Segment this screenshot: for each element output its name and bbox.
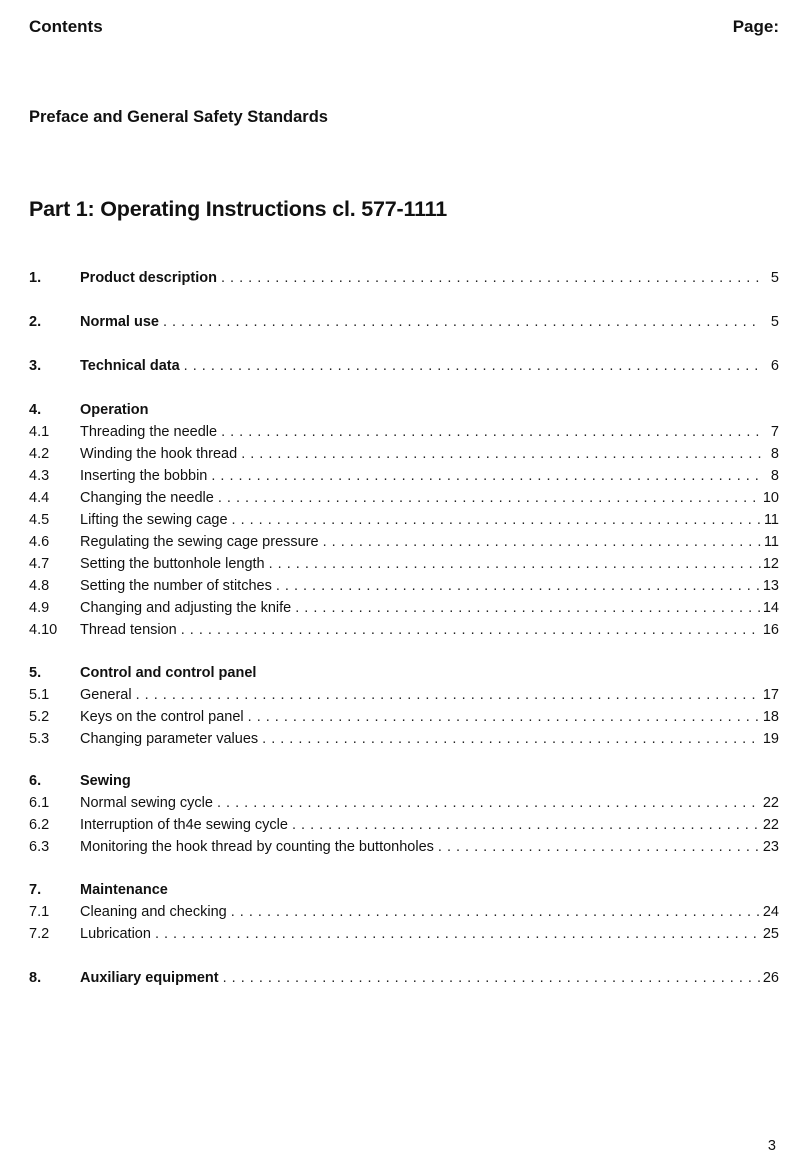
toc-label: Changing and adjusting the knife (80, 600, 292, 616)
toc-page: 12 (762, 556, 779, 572)
toc-entry-1[interactable] (29, 268, 779, 288)
toc-number: 6.2 (29, 817, 50, 833)
toc-entry-7-1[interactable] (29, 902, 779, 922)
contents-header (29, 17, 779, 39)
toc-leader (295, 598, 761, 618)
toc-label: Setting the buttonhole length (80, 556, 265, 572)
toc-label: General (80, 687, 132, 703)
toc-page: 26 (762, 970, 779, 986)
toc-label: Inserting the bobbin (80, 468, 208, 484)
toc-leader (262, 729, 761, 749)
toc-entry-6-2[interactable] (29, 815, 779, 835)
toc-label: Changing parameter values (80, 731, 259, 747)
toc-label: Monitoring the hook thread by counting the buttonholes (80, 839, 434, 855)
toc-number: 5.1 (29, 687, 50, 703)
toc-label: Thread tension (80, 622, 177, 638)
page-column-label: Page: (732, 17, 779, 36)
toc-page: 11 (763, 512, 779, 528)
toc-entry-6-3[interactable] (29, 837, 779, 857)
toc-label: Lubrication (80, 926, 151, 942)
toc-number: 5. (29, 665, 42, 681)
toc-number: 4.3 (29, 468, 50, 484)
toc-page: 11 (763, 534, 779, 550)
toc-page: 8 (770, 446, 779, 462)
toc-label: Auxiliary equipment (80, 970, 219, 986)
toc-leader (181, 620, 761, 640)
toc-leader (438, 837, 761, 857)
toc-number: 4.8 (29, 578, 50, 594)
toc-label: Control and control panel (80, 665, 257, 681)
toc-label: Keys on the control panel (80, 709, 244, 725)
toc-label: Product description (80, 270, 217, 286)
part-title: Part 1: Operating Instructions cl. 577-1111 (29, 197, 447, 221)
toc-leader (232, 510, 761, 530)
toc-entry-2[interactable] (29, 312, 779, 332)
toc-label: Sewing (80, 773, 131, 789)
toc-number: 4.10 (29, 622, 58, 638)
toc-label: Threading the needle (80, 424, 218, 440)
toc-number: 4.9 (29, 600, 50, 616)
toc-page: 10 (762, 490, 779, 506)
toc-leader (231, 902, 761, 922)
toc-page: 25 (762, 926, 779, 942)
toc-label: Regulating the sewing cage pressure (80, 534, 319, 550)
contents-title: Contents (29, 17, 103, 36)
toc-page: 5 (770, 314, 779, 330)
toc-label: Technical data (80, 358, 180, 374)
toc-number: 6.3 (29, 839, 50, 855)
toc-number: 6. (29, 773, 42, 789)
toc-section-4[interactable] (29, 400, 779, 420)
toc-leader (292, 815, 761, 835)
toc-page: 13 (762, 578, 779, 594)
toc-page: 17 (762, 687, 779, 703)
toc-number: 4. (29, 402, 42, 418)
toc-page: 22 (762, 817, 779, 833)
page-number: 3 (767, 1138, 776, 1154)
toc-entry-4-7[interactable] (29, 554, 779, 574)
toc-page: 24 (762, 904, 779, 920)
toc-entry-4-2[interactable] (29, 444, 779, 464)
toc-label: Maintenance (80, 882, 168, 898)
toc-number: 6.1 (29, 795, 50, 811)
toc-number: 7.1 (29, 904, 50, 920)
toc-leader (155, 924, 761, 944)
toc-label: Setting the number of stitches (80, 578, 272, 594)
toc-page: 18 (762, 709, 779, 725)
toc-page: 5 (770, 270, 779, 286)
toc-leader (221, 422, 761, 442)
toc-label: Cleaning and checking (80, 904, 227, 920)
toc-label: Changing the needle (80, 490, 214, 506)
preface-heading: Preface and General Safety Standards (29, 108, 328, 126)
toc-leader (241, 444, 761, 464)
toc-page: 23 (762, 839, 779, 855)
toc-section-7[interactable] (29, 880, 779, 900)
toc-number: 8. (29, 970, 42, 986)
toc-page: 14 (762, 600, 779, 616)
toc-entry-4-8[interactable] (29, 576, 779, 596)
toc-number: 4.6 (29, 534, 50, 550)
toc-label: Winding the hook thread (80, 446, 238, 462)
toc-number: 4.7 (29, 556, 50, 572)
toc-section-5[interactable] (29, 663, 779, 683)
toc-number: 4.2 (29, 446, 50, 462)
toc-number: 7.2 (29, 926, 50, 942)
toc-label: Interruption of th4e sewing cycle (80, 817, 288, 833)
toc-leader (223, 968, 761, 988)
toc-entry-5-1[interactable] (29, 685, 779, 705)
toc-entry-5-3[interactable] (29, 729, 779, 749)
toc-label: Normal use (80, 314, 159, 330)
toc-page: 7 (770, 424, 779, 440)
toc-entry-8[interactable] (29, 968, 779, 988)
toc-number: 2. (29, 314, 42, 330)
toc-section-6[interactable] (29, 771, 779, 791)
toc-entry-6-1[interactable] (29, 793, 779, 813)
toc-leader (211, 466, 761, 486)
toc-entry-4-4[interactable] (29, 488, 779, 508)
toc-number: 3. (29, 358, 42, 374)
toc-label: Normal sewing cycle (80, 795, 213, 811)
toc-entry-4-3[interactable] (29, 466, 779, 486)
toc-number: 4.4 (29, 490, 50, 506)
toc-leader (323, 532, 761, 552)
toc-page: 8 (770, 468, 779, 484)
toc-leader (276, 576, 761, 596)
toc-number: 4.5 (29, 512, 50, 528)
toc-entry-4-10[interactable] (29, 620, 779, 640)
toc-number: 5.2 (29, 709, 50, 725)
toc-leader (221, 268, 761, 288)
toc-leader (248, 707, 761, 727)
toc-page: 19 (762, 731, 779, 747)
toc-entry-5-2[interactable] (29, 707, 779, 727)
toc-leader (163, 312, 761, 332)
toc-entry-4-6[interactable] (29, 532, 779, 552)
toc-entry-4-5[interactable] (29, 510, 779, 530)
toc-entry-7-2[interactable] (29, 924, 779, 944)
toc-number: 1. (29, 270, 42, 286)
toc-leader (217, 793, 761, 813)
toc-leader (218, 488, 761, 508)
toc-entry-4-1[interactable] (29, 422, 779, 442)
toc-leader (136, 685, 761, 705)
toc-number: 5.3 (29, 731, 50, 747)
toc-entry-4-9[interactable] (29, 598, 779, 618)
toc-page: 22 (762, 795, 779, 811)
toc-leader (184, 356, 761, 376)
toc-label: Operation (80, 402, 149, 418)
toc-leader (269, 554, 761, 574)
toc-page: 6 (770, 358, 779, 374)
toc-label: Lifting the sewing cage (80, 512, 228, 528)
toc-number: 7. (29, 882, 42, 898)
toc-entry-3[interactable] (29, 356, 779, 376)
toc-number: 4.1 (29, 424, 50, 440)
toc-page: 16 (762, 622, 779, 638)
